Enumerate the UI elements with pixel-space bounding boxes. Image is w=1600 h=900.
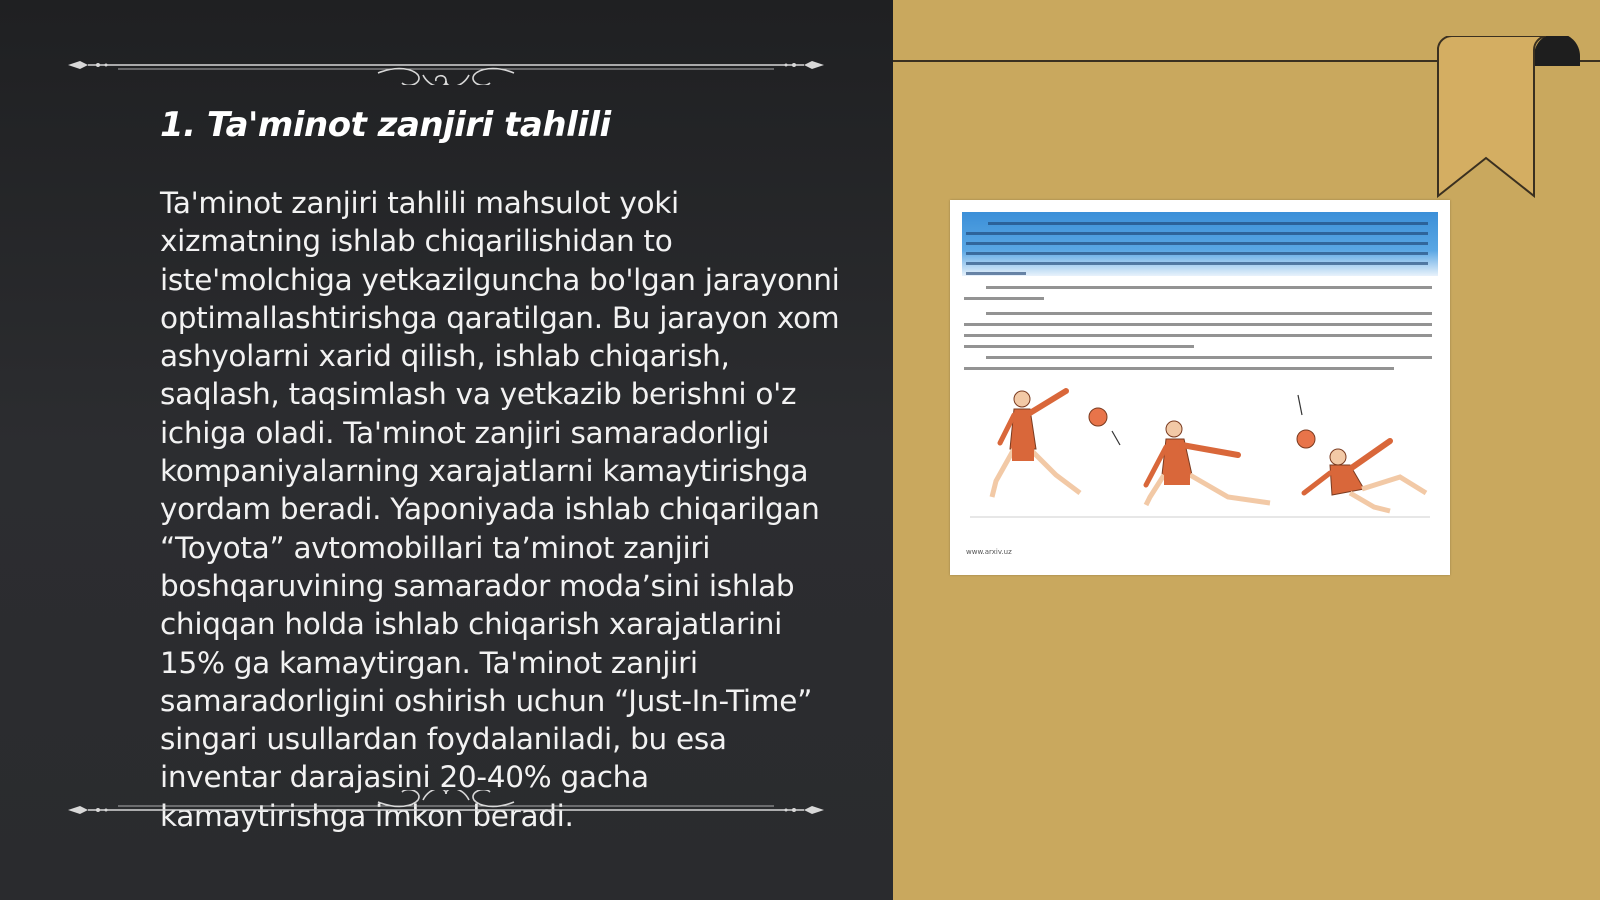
- bookmark-ribbon-icon: [1434, 36, 1586, 198]
- player-figure-3: [1304, 441, 1426, 511]
- textbook-footer-text: www.arxiv.uz: [966, 548, 1012, 556]
- slide-body-text: Ta'minot zanjiri tahlili mahsulot yoki xizmatning ishlab chiqarilishidan to iste'molchiga yetkazilguncha bo'lgan jarayonni optimallashtirishga qaratilgan. Bu jarayon xom ashyolarni xarid qilish, ishlab chiqarish, saqlash, taqsimlash va yetkazib berishni o'z ichiga oladi. Ta'minot zanjiri samaradorligi kompaniyalarning xarajatlarni kamaytirishga yordam beradi. Yaponiyada ishlab chiqarilgan “Toyota” avtomobillari ta’minot zanjiri boshqaruvining samarador moda’sini ishlab chiqqan holda ishlab chiqarish xarajatlarini 15% ga kamaytirgan. Ta'minot zanjiri samaradorligini oshirish uchun “Just-In-Time” singari usullardan foydalaniladi, bu esa inventar darajasini 20-40% gacha kamaytirishga imkon beradi.: [160, 186, 840, 833]
- slide-title: 1. Ta'minot zanjiri tahlili: [160, 105, 611, 145]
- textbook-illustration-image: [950, 200, 1450, 575]
- player-figure-1: [992, 391, 1080, 497]
- volleyball-ball-1: [1089, 408, 1107, 426]
- top-ornament-divider-icon: [68, 45, 824, 85]
- player-figure-2: [1146, 421, 1270, 505]
- volleyball-players-figure: [970, 385, 1430, 525]
- volleyball-ball-2: [1297, 430, 1315, 448]
- textbook-highlight-box: [962, 212, 1438, 276]
- bottom-ornament-divider-icon: [68, 790, 824, 830]
